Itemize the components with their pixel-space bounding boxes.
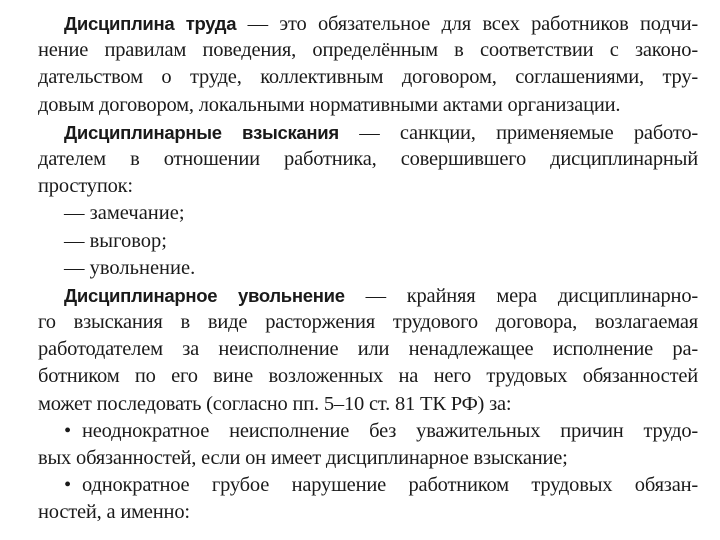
list-item-reprimand: — выговор; bbox=[64, 229, 167, 252]
bullet-icon: • bbox=[64, 474, 71, 497]
paragraph-2-line-1: Дисциплинарные взыскания — санкции, применяемые работо- bbox=[64, 121, 698, 144]
list-item-dismissal: — увольнение. bbox=[64, 256, 196, 279]
paragraph-1-line-4: довым договором, локальными нормативными актами организации. bbox=[38, 93, 621, 116]
paragraph-3-line-5: может последовать (согласно пп. 5–10 ст. 81 ТК РФ) за: bbox=[38, 392, 512, 415]
document-page bbox=[38, 10, 698, 527]
paragraph-2-line-2: дателем в отношении работника, совершившего дисциплинарный bbox=[38, 147, 698, 170]
paragraph-1-line-1: Дисциплина труда — это обязательное для всех работников подчи- bbox=[64, 13, 699, 35]
paragraph-1-line-2: нение правилам поведения, определённым в соответствии с законо- bbox=[38, 39, 698, 62]
paragraph-3-line-2: го взыскания в виде расторжения трудового договора, возлагаемая bbox=[38, 311, 698, 334]
paragraph-3-line-1: Дисциплинарное увольнение — крайняя мера дисциплинарно- bbox=[64, 284, 698, 307]
bullet-1-line-2: вых обязанностей, если он имеет дисциплинарное взыскание; bbox=[38, 447, 568, 469]
bullet-1-line-1: • неоднократное неисполнение без уважительных причин трудо- bbox=[38, 418, 698, 445]
bullet-2-line-2: ностей, а именно: bbox=[38, 501, 190, 524]
bullet-icon: • bbox=[64, 419, 71, 442]
paragraph-2-line-3: проступок: bbox=[38, 175, 133, 198]
term-disciplinary-dismissal: Дисциплинарное увольнение bbox=[64, 284, 345, 306]
term-disciplinary-sanctions: Дисциплинарные взыскания bbox=[64, 121, 339, 143]
paragraph-3-line-4: ботником по его вине возложенных на него трудовых обязанностей bbox=[38, 365, 698, 388]
bullet-2-line-1: • однократное грубое нарушение работником трудовых обязан- bbox=[38, 472, 698, 499]
term-labor-discipline: Дисциплина труда bbox=[64, 13, 237, 34]
paragraph-1-line-3: дательством о труде, коллективным договором, соглашениями, тру- bbox=[38, 66, 698, 89]
list-item-remark: — замечание; bbox=[64, 202, 185, 225]
paragraph-3-line-3: работодателем за неисполнение или ненадлежащее исполнение ра- bbox=[38, 338, 698, 361]
